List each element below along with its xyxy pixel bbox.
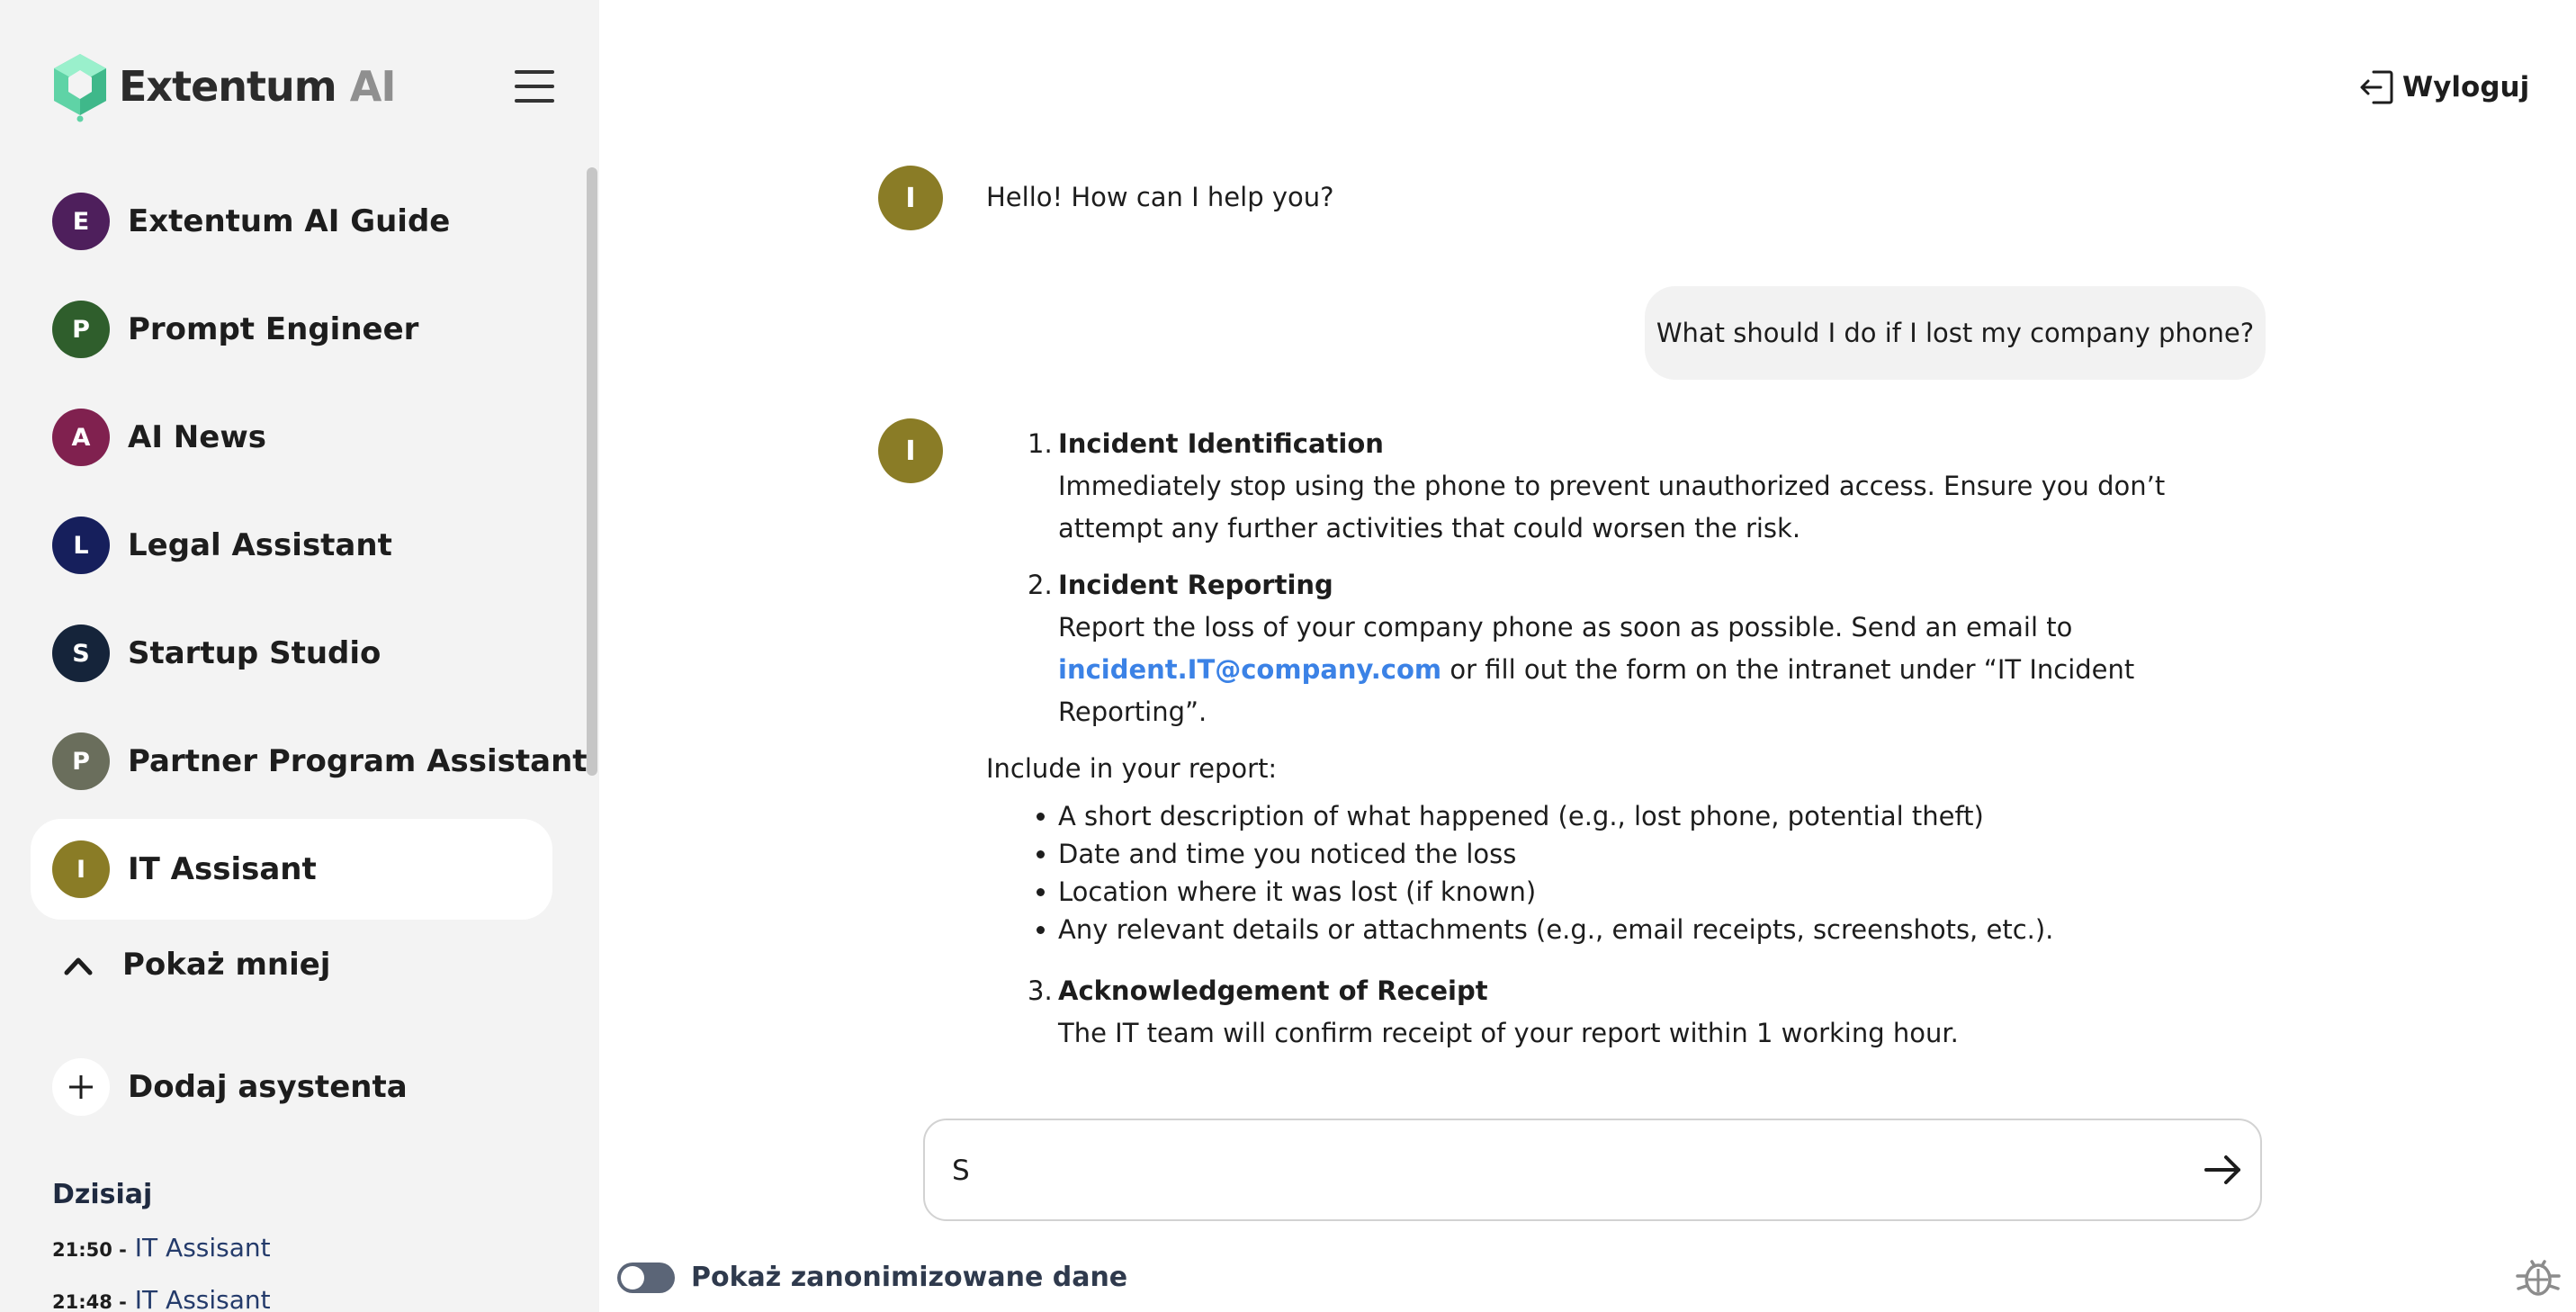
avatar: L	[52, 517, 110, 574]
avatar: S	[52, 625, 110, 682]
sidebar-item-label: Startup Studio	[128, 635, 381, 671]
history-heading: Dzisiaj	[52, 1179, 153, 1210]
sidebar-item-ai-news[interactable]	[31, 387, 552, 488]
app-name: Extentum AI	[119, 62, 396, 111]
logout-icon	[2357, 68, 2395, 106]
sidebar-item-label: Extentum AI Guide	[128, 203, 451, 239]
sidebar-item-partner-program-assistant[interactable]	[31, 711, 588, 812]
include-label: Include in your report:	[986, 753, 1278, 784]
step-text: The IT team will confirm receipt of your report within 1 working hour.	[1058, 1018, 1959, 1048]
sidebar-item-prompt-engineer[interactable]	[31, 279, 552, 380]
list-item: Date and time you noticed the loss	[1058, 835, 2228, 873]
show-less-button[interactable]	[63, 947, 330, 983]
sidebar-item-legal-assistant[interactable]	[31, 495, 552, 596]
anonymized-data-toggle-row	[617, 1262, 1127, 1293]
step-title: Incident Identification	[1058, 428, 1384, 459]
user-message: What should I do if I lost my company phone?	[1645, 286, 2266, 380]
add-assistant-button[interactable]	[52, 1058, 408, 1116]
hamburger-menu-icon[interactable]	[515, 70, 554, 103]
list-item: Location where it was lost (if known)	[1058, 873, 2228, 911]
history-item[interactable]: 21:50 - IT Assisant	[52, 1233, 271, 1263]
step-text: Immediately stop using the phone to prevent unauthorized access. Ensure you don’t attempt any further activities that could worsen the risk.	[1058, 471, 2166, 544]
report-checklist	[1058, 797, 2228, 948]
step-title: Incident Reporting	[1058, 570, 1333, 600]
sidebar-item-label: Prompt Engineer	[128, 311, 419, 347]
list-item: A short description of what happened (e.g., lost phone, potential theft)	[1058, 797, 2228, 835]
plus-icon	[52, 1058, 110, 1116]
bot-message-answer	[986, 423, 2228, 1069]
anonymized-data-label: Pokaż zanonimizowane dane	[691, 1262, 1128, 1293]
chevron-up-icon	[63, 953, 94, 976]
step-title: Acknowledgement of Receipt	[1058, 975, 1488, 1006]
avatar: P	[52, 732, 110, 790]
message-input[interactable]	[952, 1142, 2158, 1200]
sidebar	[0, 0, 599, 1312]
history-item[interactable]: 21:48 - IT Assisant	[52, 1285, 271, 1312]
sidebar-item-startup-studio[interactable]	[31, 603, 552, 704]
logo-hexagon-icon	[50, 50, 110, 122]
answer-step-2: 2. Incident Reporting Report the loss of your company phone as soon as possible. Send an email to incident.IT@company.com or fill out the form on the intranet under “IT Incident Reporting”.	[986, 564, 2228, 733]
step-text: Report the loss of your company phone as soon as possible. Send an email to incident.IT@company.com or fill out the form on the intranet under “IT Incident Reporting”.	[1058, 612, 2135, 727]
app-logo[interactable]	[50, 50, 395, 122]
logout-button[interactable]	[2357, 68, 2529, 106]
send-arrow-icon[interactable]	[2201, 1147, 2246, 1192]
email-link[interactable]: incident.IT@company.com	[1058, 654, 1442, 685]
sidebar-item-label: AI News	[128, 419, 266, 455]
avatar: I	[52, 840, 110, 898]
assistant-list	[31, 171, 588, 927]
anonymized-data-toggle[interactable]	[617, 1263, 675, 1293]
sidebar-item-label: IT Assisant	[128, 851, 317, 887]
answer-step-1: 1. Incident Identification Immediately stop using the phone to prevent unauthorized access. Ensure you don’t attempt any further activities that could worsen the risk.	[986, 423, 2228, 550]
sidebar-item-extentum-ai-guide[interactable]	[31, 171, 552, 272]
sidebar-item-label: Legal Assistant	[128, 527, 392, 563]
logout-label: Wyloguj	[2402, 71, 2530, 103]
add-assistant-label: Dodaj asystenta	[128, 1069, 408, 1105]
sidebar-item-it-assisant[interactable]	[31, 819, 552, 920]
sidebar-scrollbar[interactable]	[587, 167, 597, 776]
bot-message-greeting: Hello! How can I help you?	[986, 182, 1334, 212]
avatar: I	[878, 418, 943, 483]
sidebar-item-label: Partner Program Assistant	[128, 743, 588, 779]
bug-report-icon[interactable]	[2516, 1253, 2561, 1299]
show-less-label: Pokaż mniej	[122, 947, 331, 983]
avatar: P	[52, 301, 110, 358]
list-item: Any relevant details or attachments (e.g., email receipts, screenshots, etc.).	[1058, 911, 2228, 948]
avatar: E	[52, 193, 110, 250]
message-input-box	[923, 1119, 2262, 1221]
answer-step-3: 3. Acknowledgement of Receipt The IT team will confirm receipt of your report within 1 working hour.	[986, 970, 2228, 1055]
avatar: I	[878, 166, 943, 230]
avatar: A	[52, 409, 110, 466]
